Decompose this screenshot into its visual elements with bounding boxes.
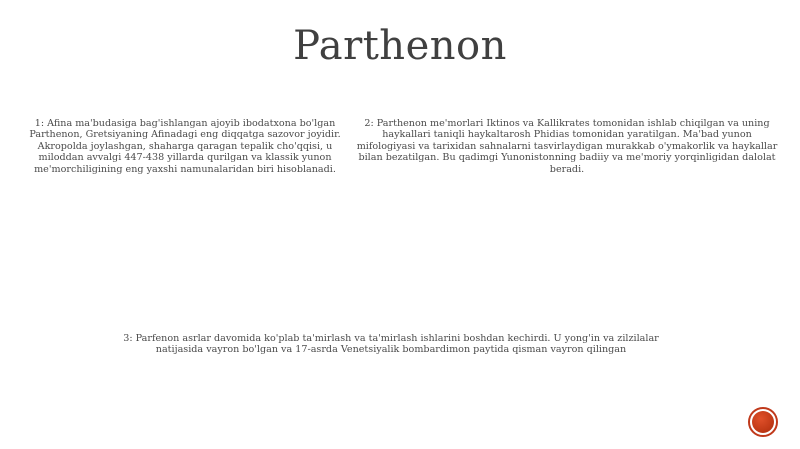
- slide-title: Parthenon: [293, 23, 507, 69]
- paragraph-2: 2: Parthenon me'morlari Iktinos va Kallikrates tomonidan ishlab chiqilgan va uning haykallari taniqli haykaltarosh Phidias tomonidan yaratilgan. Ma'bad yunon mifologiyasi va tarixidan sahnalarni tasvirlaydigan murakkab o'ymakorlik va haykallar bilan bezatilgan. Bu qadimgi Yunonistonning badiiy va me'moriy yorqinligidan dalolat beradi.: [356, 118, 778, 175]
- circle-icon: [752, 411, 774, 433]
- paragraph-3: 3: Parfenon asrlar davomida ko'plab ta'mirlash va ta'mirlash ishlarini boshdan kechirdi. U yong'in va zilzilalar natijasida vayron bo'lgan va 17-asrda Venetsiyalik bombardimon paytida qisman vayron qilingan: [123, 333, 659, 356]
- paragraph-1: 1: Afina ma'budasiga bag'ishlangan ajoyib ibodatxona bo'lgan Parthenon, Gretsiyaning Afinadagi eng diqqatga sazovor joyidir. Akropolda joylashgan, shaharga qaragan tepalik cho'qqisi, u miloddan avvalgi 447-438 yillarda qurilgan va klassik yunon me'morchiligining eng yaxshi namunalaridan biri hisoblanadi.: [29, 118, 341, 175]
- next-slide-button[interactable]: [748, 407, 778, 437]
